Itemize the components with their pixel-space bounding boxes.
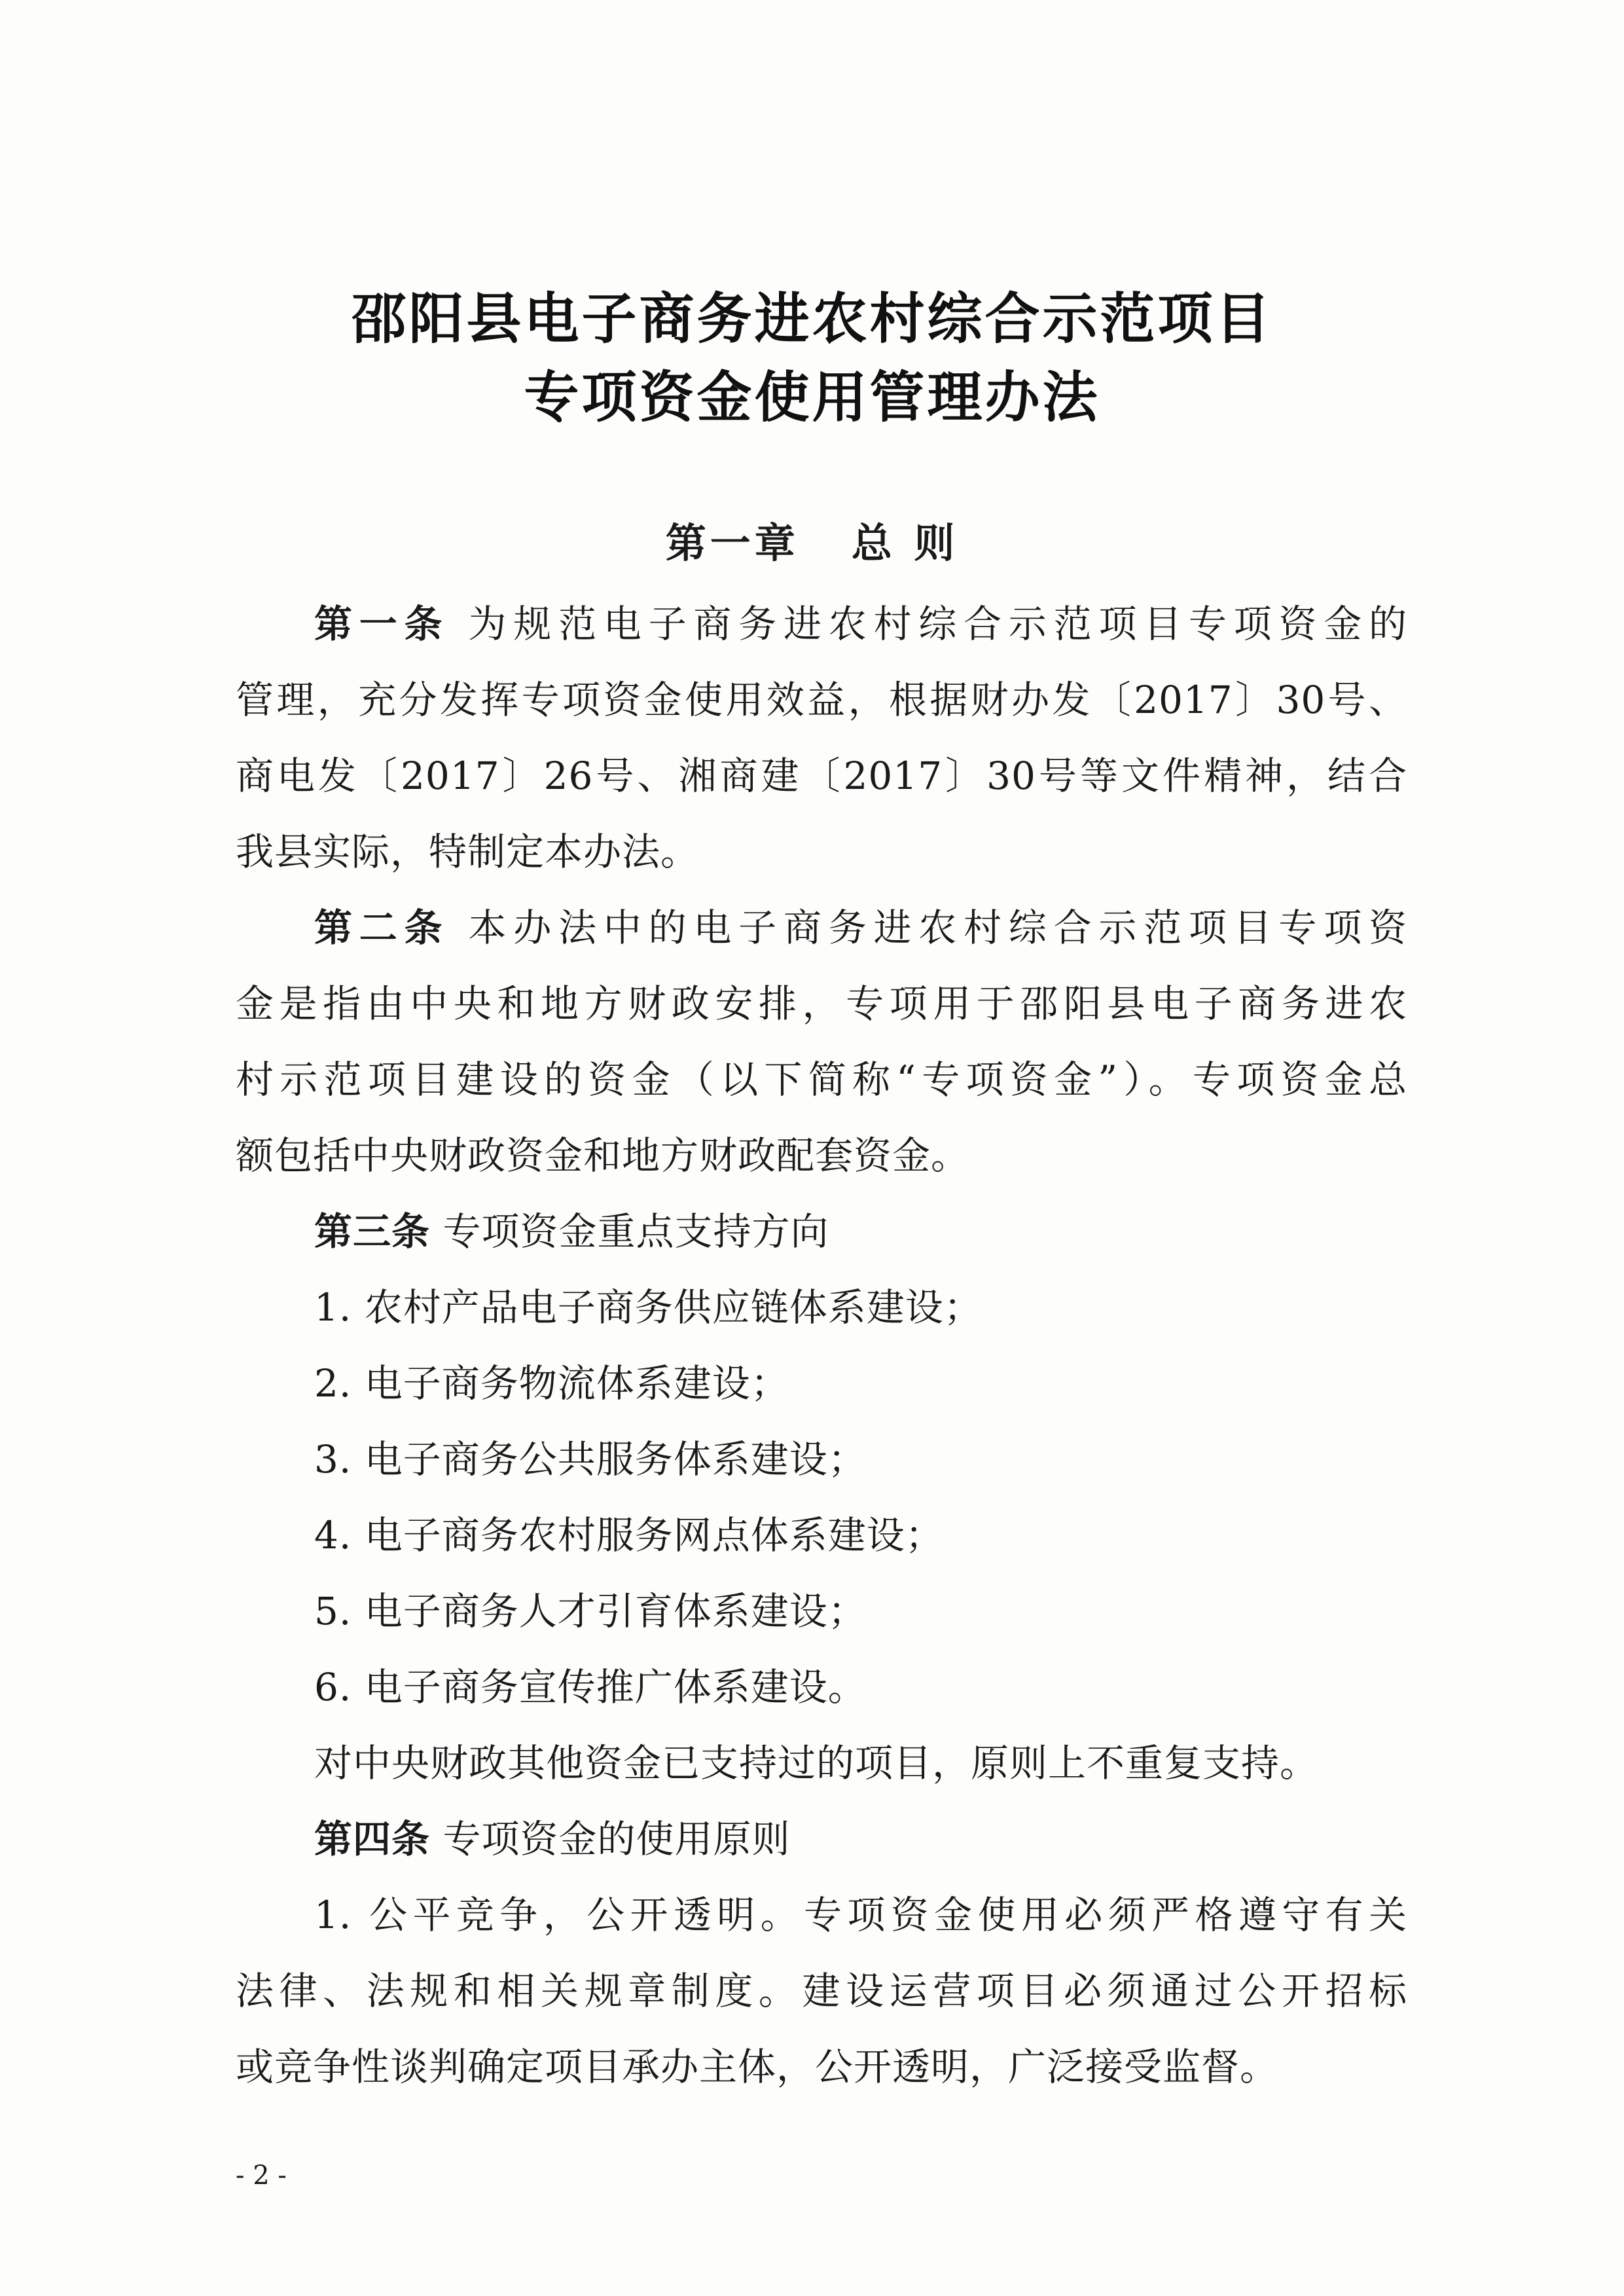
article-3-note: 对中央财政其他资金已支持过的项目，原则上不重复支持。 <box>314 1741 1319 1785</box>
list-item: 5. 电子商务人才引育体系建设； <box>314 1589 867 1633</box>
page-number: - 2 - <box>236 2160 287 2191</box>
article-4-line-1: 第四条 专项资金的使用原则 <box>314 1817 791 1861</box>
chapter-name: 总 则 <box>851 519 959 567</box>
chapter-number: 第一章 <box>665 519 799 567</box>
article-1-line-3: 商电发〔2017〕26号、湘商建〔2017〕30号等文件精神，结合 <box>236 754 1407 798</box>
document-title-line-1: 邵阳县电子商务进农村综合示范项目 <box>351 286 1273 351</box>
article-2-label: 第二条 <box>314 905 450 950</box>
article-3-label: 第三条 <box>314 1209 431 1254</box>
article-2-line-4: 额包括中央财政资金和地方财政配套资金。 <box>236 1133 970 1178</box>
chapter-heading <box>0 511 1624 569</box>
article-3-line-1: 第三条 专项资金重点支持方向 <box>314 1209 829 1254</box>
document-body <box>236 586 1407 2105</box>
article-4-label: 第四条 <box>314 1817 431 1861</box>
list-item: 3. 电子商务公共服务体系建设； <box>314 1437 867 1482</box>
list-item: 1. 农村产品电子商务供应链体系建设； <box>314 1285 983 1330</box>
list-item: 2. 电子商务物流体系建设； <box>314 1361 789 1406</box>
list-item: 6. 电子商务宣传推广体系建设。 <box>314 1665 867 1709</box>
article-2-line-1: 第二条 本办法中的电子商务进农村综合示范项目专项资 <box>314 905 1407 950</box>
list-item: 4. 电子商务农村服务网点体系建设； <box>314 1513 944 1558</box>
article-4-para-3: 或竞争性谈判确定项目承办主体，公开透明，广泛接受监督。 <box>236 2045 1279 2089</box>
article-1-line-2: 管理，充分发挥专项资金使用效益，根据财办发〔2017〕30号、 <box>236 678 1407 722</box>
article-1-line-1: 第一条 为规范电子商务进农村综合示范项目专项资金的 <box>314 602 1407 646</box>
document-title-line-2: 专项资金使用管理办法 <box>524 365 1100 429</box>
article-4-para-1: 1. 公平竞争，公开透明。专项资金使用必须严格遵守有关 <box>314 1893 1407 1937</box>
article-4-para-2: 法律、法规和相关规章制度。建设运营项目必须通过公开招标 <box>236 1969 1407 2013</box>
article-2-line-2: 金是指由中央和地方财政安排，专项用于邵阳县电子商务进农 <box>236 981 1407 1026</box>
article-1-label: 第一条 <box>314 602 450 646</box>
article-1-line-4: 我县实际，特制定本办法。 <box>236 829 700 874</box>
article-2-line-3: 村示范项目建设的资金（以下简称“专项资金”）。专项资金总 <box>236 1057 1407 1102</box>
